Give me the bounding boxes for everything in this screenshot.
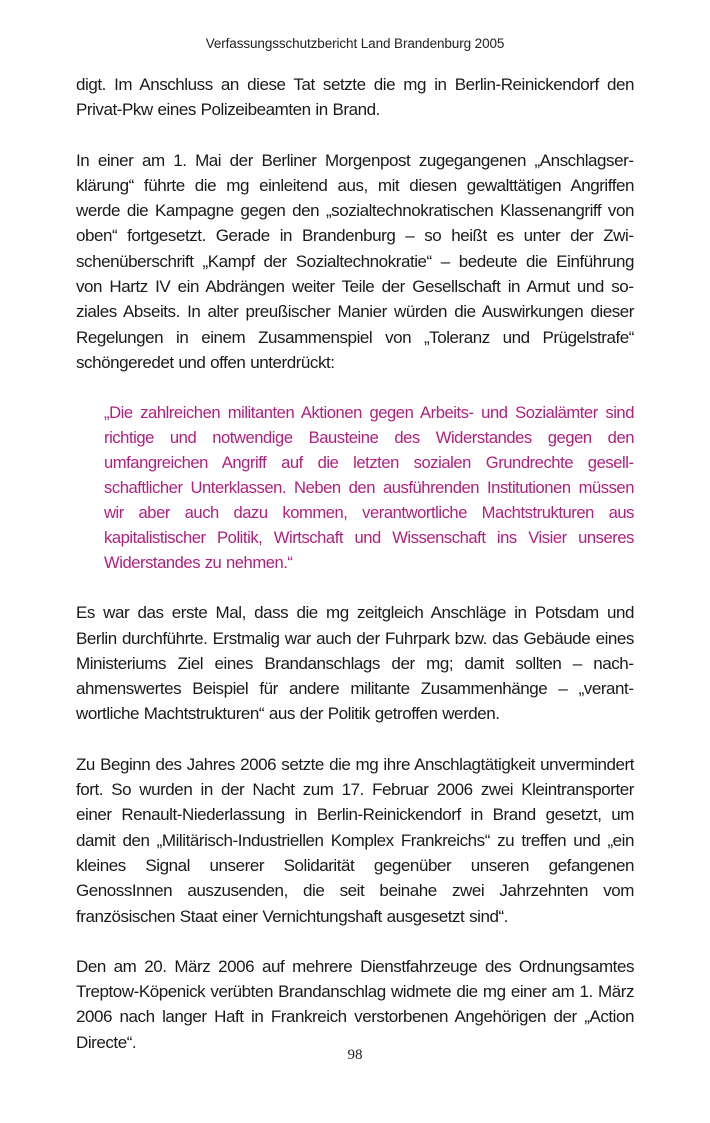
- page-number: 98: [347, 1047, 363, 1063]
- paragraph-1: digt. Im Anschluss an diese Tat setzte die mg in Berlin-Reinickendorf den Privat-Pkw eines Polizeibeamten in Brand.: [76, 75, 634, 120]
- paragraph-5: Den am 20. März 2006 auf mehrere Dienstfahrzeuge des Ordnungsamtes Treptow-Köpenick verübten Brandanschlag widmete die mg einer am 1. März 2006 nach langer Haft in Frankreich verstorbenen Angehörigen der „Action Directe“.: [76, 956, 634, 1052]
- running-header: Verfassungsschutzbericht Land Brandenburg 2005: [205, 36, 505, 51]
- body-text: [76, 72, 634, 1080]
- paragraph-4: Zu Beginn des Jahres 2006 setzte die mg ihre Anschlagtätigkeit unvermindert fort. So wurden in der Nacht zum 17. Februar 2006 zwei Kleintransporter einer Renault-Niederlassung in Berlin-Reinickendorf in Brand gesetzt, um damit den „Militärisch-Industriellen Komplex Frankreichs“ zu treffen und „ein kleines Signal unserer Solidarität gegenüber unseren gefangenen GenossInnen auszusenden, die seit beinahe zwei Jahrzehnten vom französischen Staat einer Vernichtungshaft ausgesetzt sind“.: [76, 754, 634, 926]
- paragraph-3: Es war das erste Mal, dass die mg zeitgleich Anschläge in Potsdam und Berlin durchführte. Erstmalig war auch der Fuhrpark bzw. das Gebäude eines Ministeriums Ziel eines Brandanschlags der mg; damit sollten – nachahmenswertes Beispiel für andere militante Zusammenhänge – „verantwortliche Machtstrukturen“ aus der Politik getroffen werden.: [76, 603, 634, 724]
- paragraph-2: In einer am 1. Mai der Berliner Morgenpost zugegangenen „Anschlagserklärung“ führte die mg einleitend aus, mit diesen gewalttätigen Angriffen werde die Kampagne gegen den „sozialtechnokratischen Klassenangriff von oben“ fortgesetzt. Gerade in Brandenburg – so heißt es unter der Zwischenüberschrift „Kampf der Sozialtechnokratie“ – bedeute die Einführung von Hartz IV ein Abdrängen weiter Teile der Gesellschaft in Armut und soziales Abseits. In alter preußischer Manier würden die Auswirkungen dieser Regelungen in einem Zusammenspiel von „Toleranz und Prügelstrafe“ schöngeredet und offen unterdrückt:: [76, 150, 634, 372]
- block-quote: „Die zahlreichen militanten Aktionen gegen Arbeits- und Sozialämter sind richtige und notwendige Bausteine des Widerstandes gegen den umfangreichen Angriff auf die letzten sozialen Grundrechte gesellschaftlicher Unterklassen. Neben den ausführenden Institutionen müssen wir aber auch dazu kommen, verantwortliche Machtstrukturen aus kapitalistischer Politik, Wirtschaft und Wissenschaft ins Visier unseres Widerstandes zu nehmen.“: [104, 403, 634, 573]
